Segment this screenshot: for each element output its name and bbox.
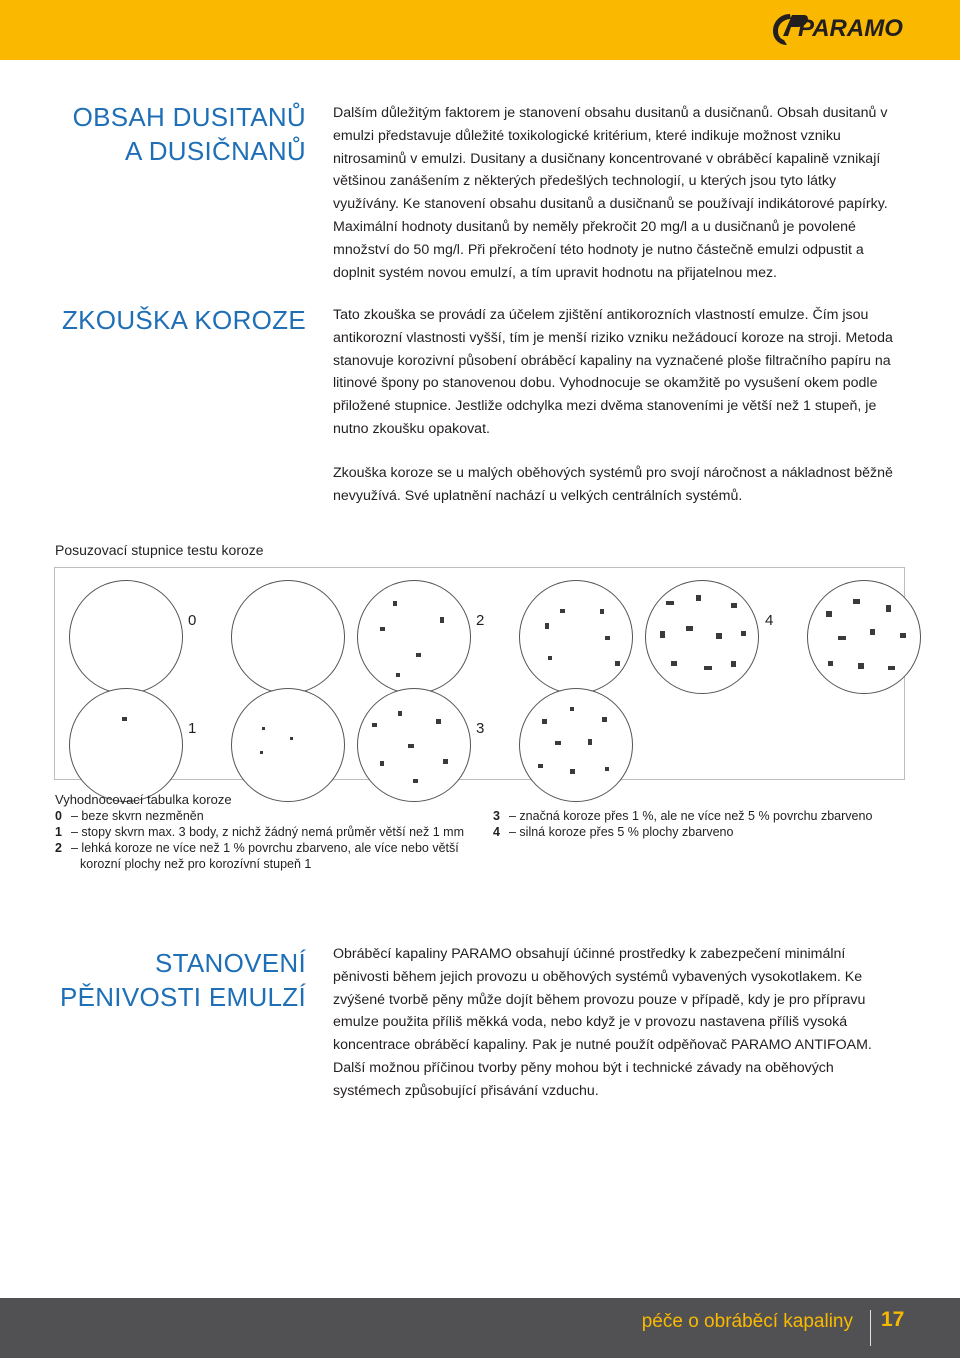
corrosion-scale-figure [54, 567, 905, 780]
legend-num: 0 [55, 809, 62, 823]
page-number: 17 [881, 1308, 905, 1331]
legend-text: – lehká koroze ne více než 1 % povrchu zbarveno, ale více nebo větší [71, 841, 459, 855]
legend-item-2 [55, 840, 464, 856]
section-title-corrosion [62, 303, 306, 337]
paragraph-corrosion-1: Tato zkouška se provádí za účelem zjištění antikorozních vlastností emulze. Čím jsou antikorozní vlastnosti vyšší, tím je menší riziko vzniku nežádoucí koroze na stroji. Metoda stanovuje korozivní působení obráběcí kapaliny na vyznačené ploše filtračního papíru na litinové špony po stanovenou dobu. Vyhodnocuje se okamžitě po vysušení okem podle přiložené stupnice. Jestliže odchylka mezi dvěma stanoveními je větší než 1 stupeň, je nutno zkoušku opakovat. [333, 307, 893, 437]
disc-grade-1-a [69, 688, 183, 802]
legend-item-0 [55, 808, 464, 824]
grade-label-3: 3 [476, 720, 485, 737]
header-bar [0, 0, 960, 60]
grade-label-4: 4 [765, 612, 774, 629]
disc-grade-0-b [231, 580, 345, 694]
legend-num: 4 [493, 825, 500, 839]
legend-item-2-continuation: korozní plochy než pro korozívní stupeň 1 [80, 857, 312, 871]
legend-left-column [55, 808, 464, 872]
disc-grade-3-a [357, 688, 471, 802]
legend-text: – značná koroze přes 1 %, ale ne více než 5 % povrchu zbarveno [509, 809, 873, 823]
legend-text: – silná koroze přes 5 % plochy zbarveno [509, 825, 734, 839]
disc-grade-3-b [519, 688, 633, 802]
footer-title: péče o obráběcí kapaliny [641, 1311, 853, 1332]
legend-num: 2 [55, 841, 62, 855]
figure-caption: Posuzovací stupnice testu koroze [55, 542, 264, 558]
disc-grade-0-a [69, 580, 183, 694]
disc-grade-2-b [519, 580, 633, 694]
grade-label-0: 0 [188, 612, 197, 629]
legend-title: Vyhodnocovací tabulka koroze [55, 792, 232, 807]
legend-num: 3 [493, 809, 500, 823]
section-title-line: STANOVENÍ [154, 948, 306, 978]
legend-item-3 [493, 808, 872, 824]
grade-label-1: 1 [188, 720, 197, 737]
legend-item-4 [493, 824, 872, 840]
paragraph-corrosion-2: Zkouška koroze se u malých oběhových systémů pro svojí náročnost a nákladnost běžně nevyužívá. Své uplatnění nachází u velkých centrálních systémů. [333, 465, 893, 504]
section-title-line: A DUSIČNANŮ [125, 136, 306, 166]
section-title-line: OBSAH DUSITANŮ [72, 102, 306, 132]
section-title-line: ZKOUŠKA KOROZE [61, 305, 306, 335]
legend-text: – beze skvrn nezměněn [71, 809, 204, 823]
disc-grade-4-b [807, 580, 921, 694]
disc-grade-2-a [357, 580, 471, 694]
legend-num: 1 [55, 825, 62, 839]
section-title-foaming [60, 946, 306, 1014]
logo-text: PARAMO [798, 15, 903, 42]
legend-text: – stopy skvrn max. 3 body, z nichž žádný nemá průměr větší než 1 mm [71, 825, 464, 839]
disc-grade-1-b [231, 688, 345, 802]
legend-item-1 [55, 824, 464, 840]
paragraph-foaming: Obráběcí kapaliny PARAMO obsahují účinné prostředky k zabezpečení minimální pěnivosti během jejich provozu u oběhových systémů vybavených vysokotlakem. Ke zvýšené tvorbě pěny může dojít během provozu pouze v případě, kdy je pro přípravu emulze použita příliš měkká voda, nebo když je v provozu nastavena příliš vysoká koncentrace obráběcí kapaliny. Pak je nutné použít odpěňovač PARAMO ANTIFOAM. Další možnou příčinou tvorby pěny mohou být i technické závady na oběhových systémech způsobující přisávání vzduchu. [333, 946, 872, 1099]
legend-right-column [493, 808, 872, 840]
disc-grade-4-a [645, 580, 759, 694]
paramo-logo [770, 10, 910, 50]
paragraph-nitrites: Dalším důležitým faktorem je stanovení obsahu dusitanů a dusičnanů. Obsah dusitanů v emulzi představuje důležité toxikologické kritérium, které indikuje možnost vzniku nitrosaminů v emulzi. Dusitany a dusičnany koncentrované v obráběcí kapalině vznikají většinou zanášením z některých předešlých technologií, u kterých jsou tyto látky využívány. Ke stanovení obsahu dusitanů a dusičnanů se používají indikátorové papírky. Maximální hodnoty dusitanů by neměly překročit 20 mg/l a u dusičnanů je povolené množství do 50 mg/l. Při překročení této hodnoty je nutno částečně emulzi odpustit a doplnit systém novou emulzí, a tím upravit hodnotu na přijatelnou mez. [333, 105, 888, 281]
grade-label-2: 2 [476, 612, 485, 629]
footer-bar [0, 1298, 960, 1358]
footer-divider [870, 1310, 871, 1346]
section-title-nitrites [73, 100, 306, 168]
section-title-line: PĚNIVOSTI EMULZÍ [59, 982, 306, 1012]
